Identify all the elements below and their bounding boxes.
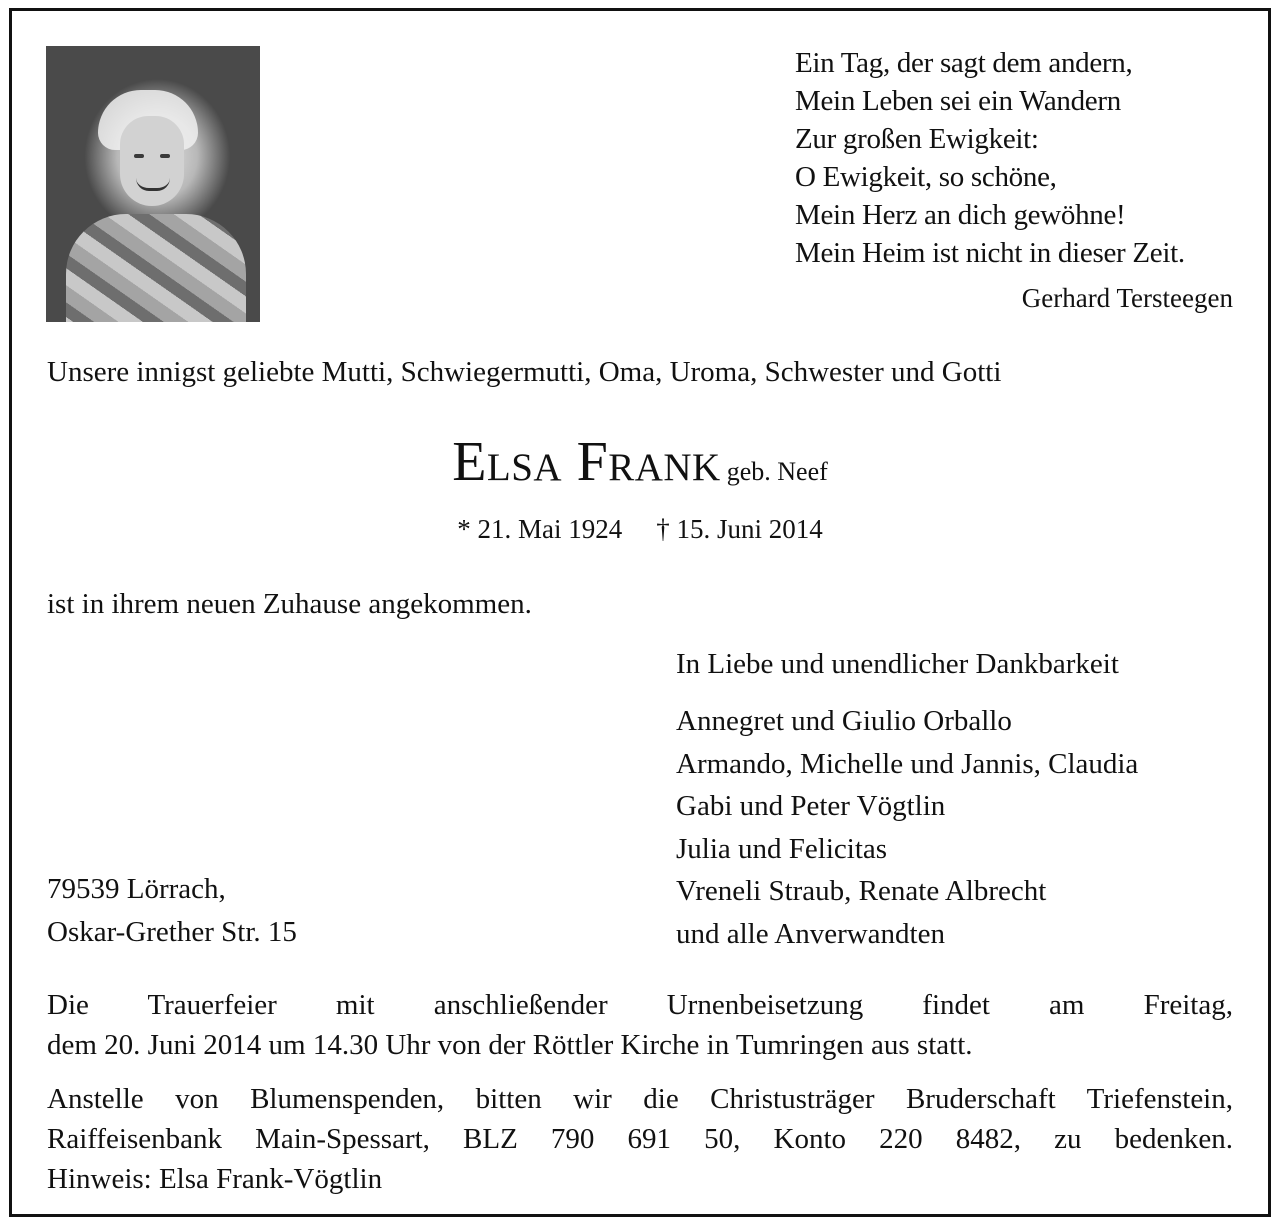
photo-face <box>120 116 184 206</box>
photo-shirt <box>66 214 246 322</box>
funeral-line: dem 20. Juni 2014 um 14.30 Uhr von der Röttler Kirche in Tumringen aus statt. <box>47 1029 973 1061</box>
birth-date: * 21. Mai 1924 <box>457 514 623 544</box>
address <box>47 868 297 953</box>
deceased-name: Elsa Frank <box>452 431 721 493</box>
donation-note: Hinweis: Elsa Frank-Vögtlin <box>47 1163 383 1195</box>
intro-text: Unsere innigst geliebte Mutti, Schwiegermutti, Oma, Uroma, Schwester und Gotti <box>47 356 1002 388</box>
address-street: Oskar-Grether Str. 15 <box>47 915 297 948</box>
closing-text: In Liebe und unendlicher Dankbarkeit <box>676 648 1119 680</box>
poem-line: Zur großen Ewigkeit: <box>795 123 1039 155</box>
donation-line: Anstelle von Blumenspenden, bitten wir die Christusträger Bruderschaft Triefenstein, <box>47 1083 1233 1115</box>
poem-line: Mein Heim ist nicht in dieser Zeit. <box>795 237 1185 269</box>
poem-line: Mein Leben sei ein Wandern <box>795 85 1121 117</box>
mourner-line: Gabi und Peter Vögtlin <box>676 790 946 822</box>
poem <box>795 44 1185 272</box>
mourner-line: Armando, Michelle und Jannis, Claudia <box>676 747 1139 780</box>
death-date: † 15. Juni 2014 <box>656 514 823 544</box>
portrait-photo <box>46 46 260 322</box>
mourner-line: Annegret und Giulio Orballo <box>676 705 1012 737</box>
mourner-line: und alle Anverwandten <box>676 917 945 950</box>
poem-line: O Ewigkeit, so schöne, <box>795 161 1057 193</box>
poem-line: Ein Tag, der sagt dem andern, <box>795 47 1133 79</box>
photo-eye-left <box>134 154 144 158</box>
poem-author: Gerhard Tersteegen <box>1021 283 1233 313</box>
funeral-line: Die Trauerfeier mit anschließender Urnenbeisetzung findet am Freitag, <box>47 989 1233 1021</box>
photo-eye-right <box>160 154 170 158</box>
donation-line: Raiffeisenbank Main-Spessart, BLZ 790 691 50, Konto 220 8482, zu bedenken. <box>47 1123 1233 1155</box>
mourners-list <box>676 700 1138 955</box>
poem-line: Mein Herz an dich gewöhne! <box>795 199 1126 231</box>
mourner-line: Julia und Felicitas <box>676 832 888 865</box>
funeral-info <box>47 985 1233 1065</box>
address-city: 79539 Lörrach, <box>47 873 226 905</box>
donation-info <box>47 1079 1233 1199</box>
born-name: geb. Neef <box>726 457 828 486</box>
life-dates <box>0 514 1280 545</box>
deceased-name-line <box>0 430 1280 494</box>
mourner-line: Vreneli Straub, Renate Albrecht <box>676 875 1047 907</box>
arrived-text: ist in ihrem neuen Zuhause angekommen. <box>47 588 532 620</box>
